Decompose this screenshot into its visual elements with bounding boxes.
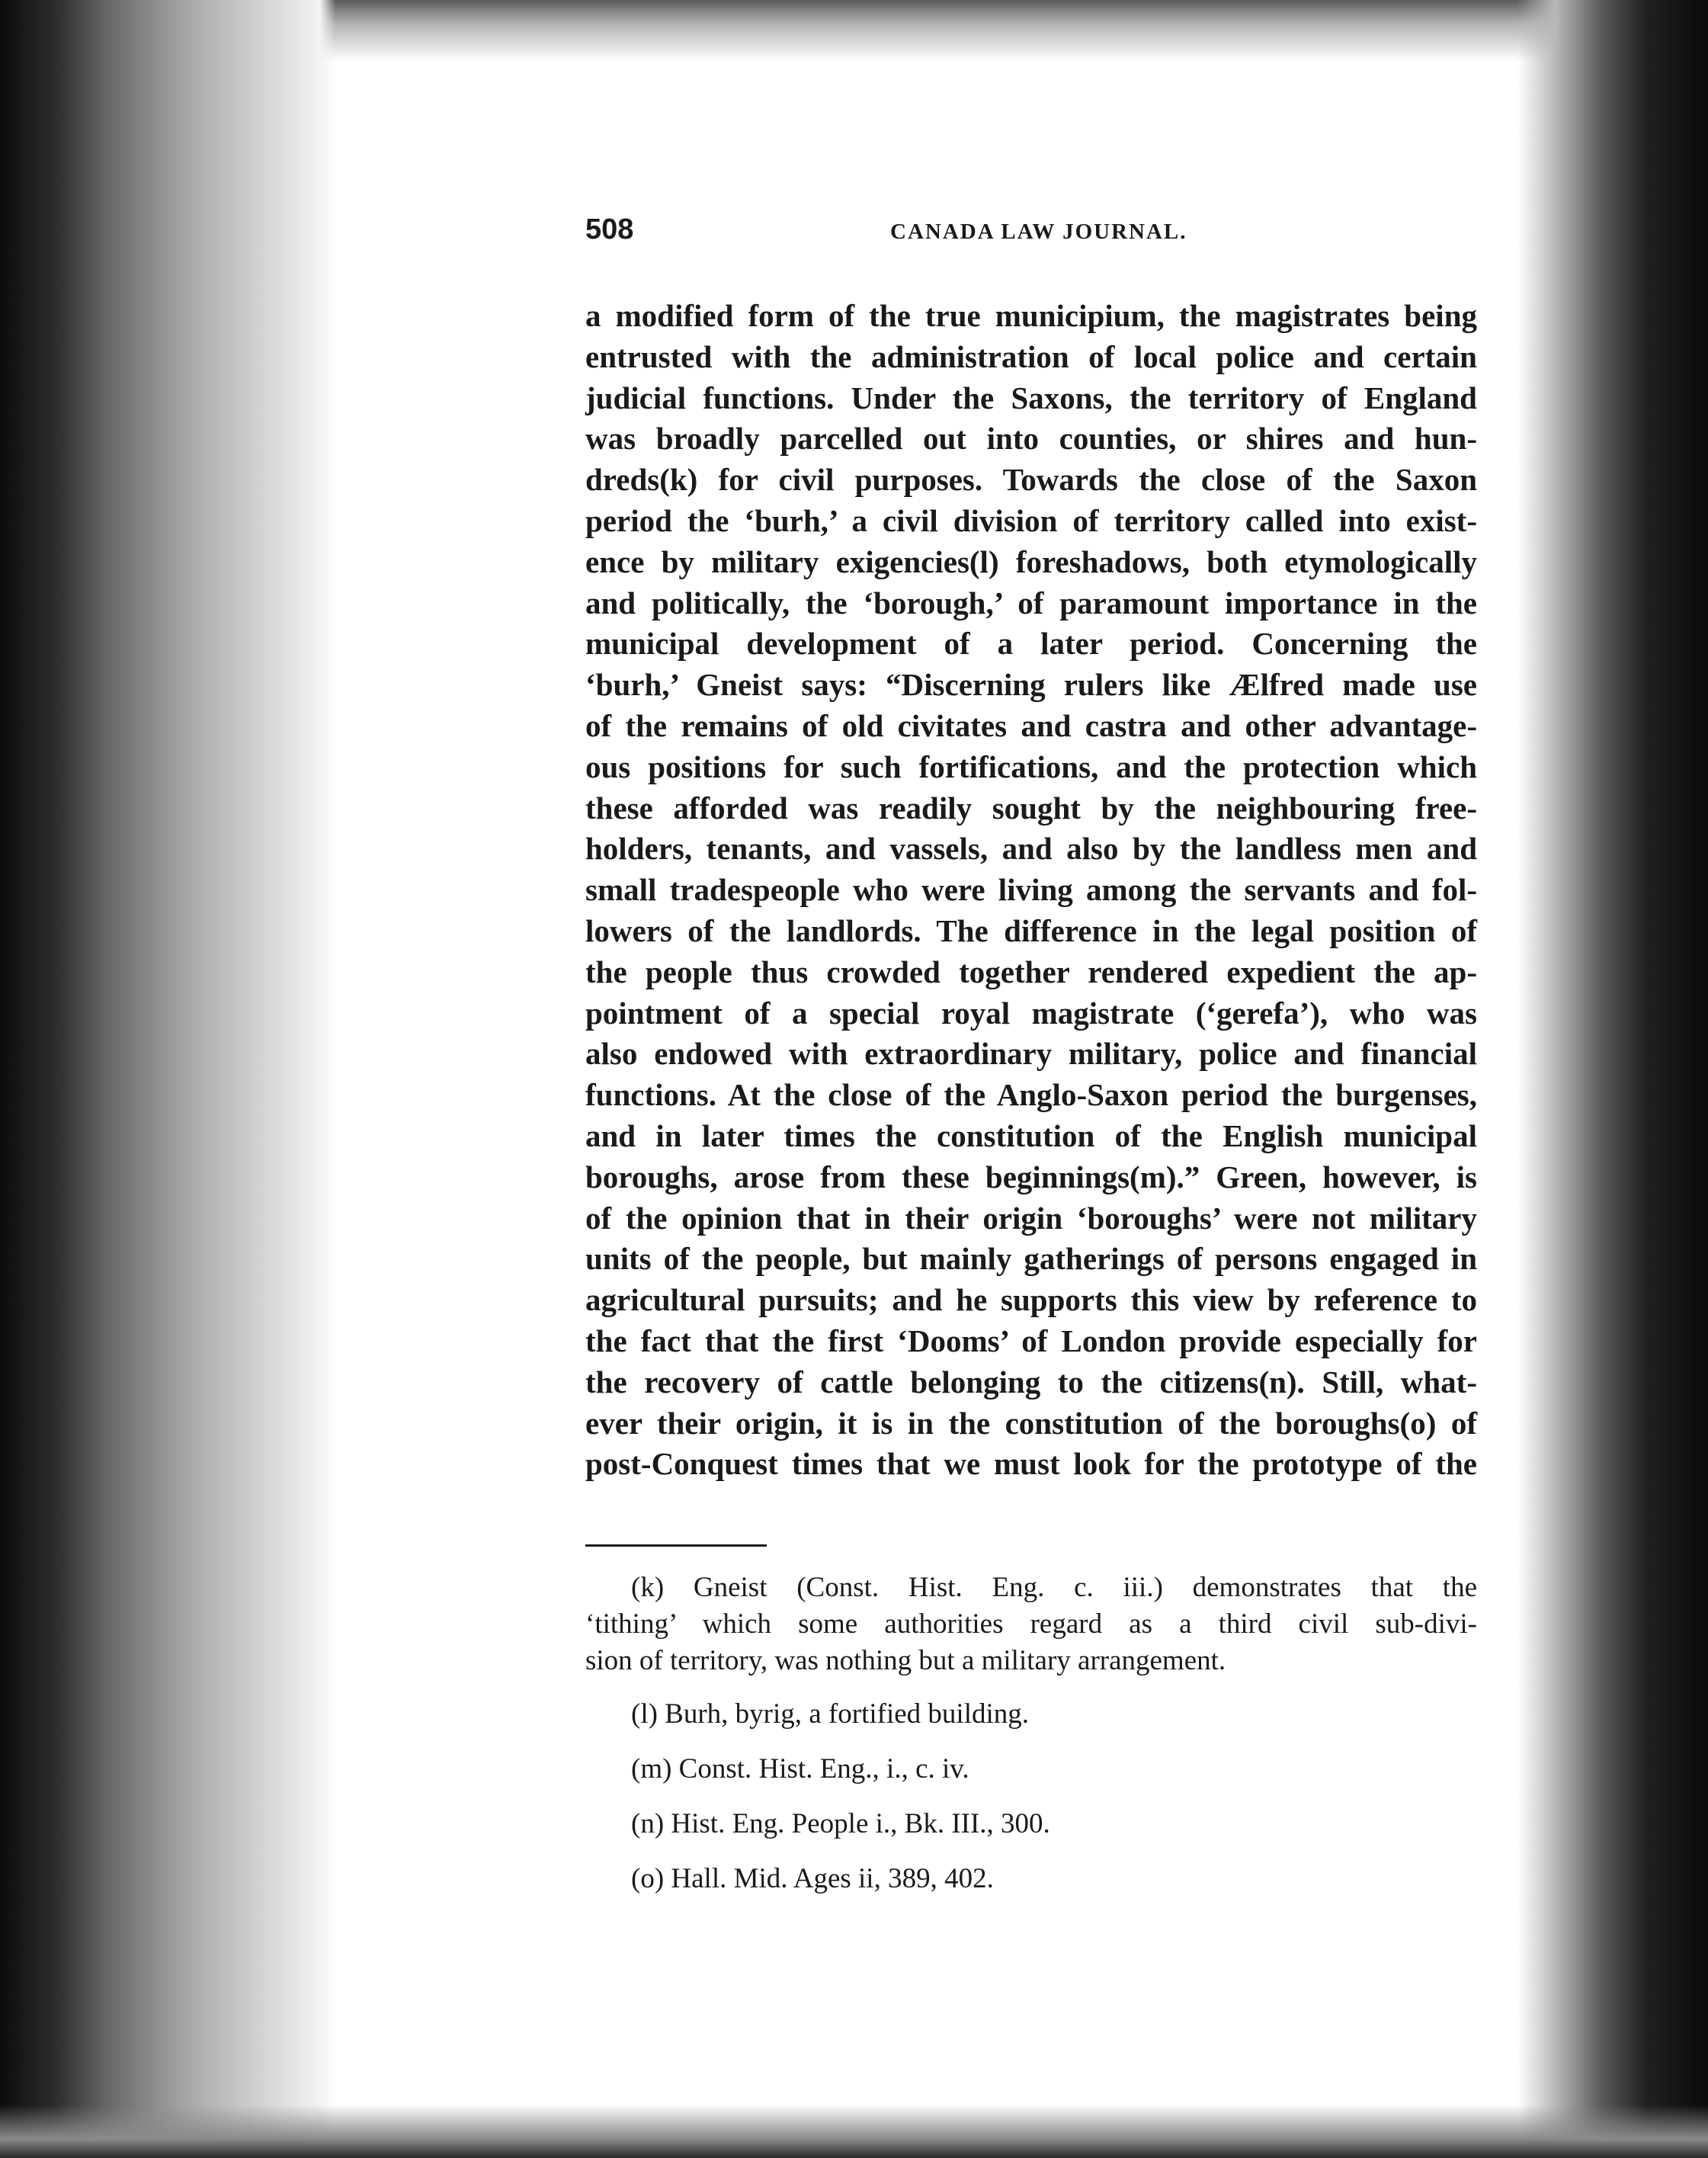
body-text (585, 296, 1477, 1485)
body-line: functions. At the close of the Anglo-Saxon period the burgenses, (585, 1077, 1477, 1113)
journal-title: CANADA LAW JOURNAL. (890, 220, 1187, 244)
body-line: small tradespeople who were living among the servants and fol- (585, 872, 1477, 908)
footnote-line: ‘tithing’ which some authorities regard as a third civil sub-divi- (585, 1608, 1477, 1640)
body-line: pointment of a special royal magistrate (‘gerefa’), who was (585, 995, 1477, 1031)
body-line: of the opinion that in their origin ‘boroughs’ were not military (585, 1200, 1477, 1236)
body-line: of the remains of old civitates and castra and other advantage- (585, 707, 1477, 743)
body-line: ‘burh,’ Gneist says: “Discerning rulers like Ælfred made use (585, 667, 1477, 703)
body-line: boroughs, arose from these beginnings(m).” Green, however, is (585, 1159, 1477, 1194)
body-line: the recovery of cattle belonging to the citizens(n). Still, what- (585, 1364, 1477, 1400)
body-line: the fact that the first ‘Dooms’ of London provide especially for (585, 1323, 1477, 1358)
body-line: a modified form of the true municipium, the magistrates being (585, 298, 1477, 333)
footnote-m: (m) Const. Hist. Eng., i., c. iv. (631, 1753, 969, 1785)
body-line: entrusted with the administration of local police and certain (585, 338, 1477, 374)
body-line: post-Conquest times that we must look for the prototype of the (585, 1446, 1477, 1482)
page-number: 508 (585, 213, 634, 245)
running-head (585, 213, 1477, 259)
scan-edge-right (1517, 0, 1708, 2158)
footnotes (585, 1570, 1477, 1897)
body-line: also endowed with extraordinary military, police and financial (585, 1036, 1477, 1072)
body-line: the people thus crowded together rendered expedient the ap- (585, 954, 1477, 989)
body-line: judicial functions. Under the Saxons, the territory of England (585, 380, 1477, 415)
footnote-n: (n) Hist. Eng. People i., Bk. III., 300. (631, 1808, 1050, 1840)
body-line: ever their origin, it is in the constitution of the boroughs(o) of (585, 1405, 1477, 1441)
footnote-rule (585, 1544, 767, 1547)
body-line: municipal development of a later period. Concerning the (585, 626, 1477, 662)
document-page (585, 213, 1477, 1897)
body-line: ence by military exigencies(l) foreshadows, both etymologically (585, 544, 1477, 579)
body-line: was broadly parcelled out into counties, or shires and hun- (585, 421, 1477, 457)
scan-edge-left (0, 0, 335, 2158)
body-line: lowers of the landlords. The difference in the legal position of (585, 912, 1477, 948)
footnote-k (585, 1570, 1477, 1679)
body-line: these afforded was readily sought by the neighbouring free- (585, 790, 1477, 826)
footnote-line: (k) Gneist (Const. Hist. Eng. c. iii.) demonstrates that the (631, 1572, 1477, 1604)
body-line: dreds(k) for civil purposes. Towards the close of the Saxon (585, 462, 1477, 498)
body-line: units of the people, but mainly gatherings of persons engaged in (585, 1241, 1477, 1277)
body-line: agricultural pursuits; and he supports this view by reference to (585, 1282, 1477, 1318)
footnote-line: sion of territory, was nothing but a military arrangement. (585, 1645, 1226, 1677)
footnote-o: (o) Hall. Mid. Ages ii, 389, 402. (631, 1863, 994, 1895)
body-line: period the ‘burh,’ a civil division of territory called into exist- (585, 502, 1477, 538)
body-line: holders, tenants, and vassels, and also by the landless men and (585, 831, 1477, 867)
body-line: and politically, the ‘borough,’ of paramount importance in the (585, 585, 1477, 620)
body-line: and in later times the constitution of the English municipal (585, 1117, 1477, 1153)
scan-edge-bottom (0, 2105, 1708, 2158)
body-line: ous positions for such fortifications, and the protection which (585, 749, 1477, 784)
footnote-l: (l) Burh, byrig, a fortified building. (631, 1698, 1030, 1730)
